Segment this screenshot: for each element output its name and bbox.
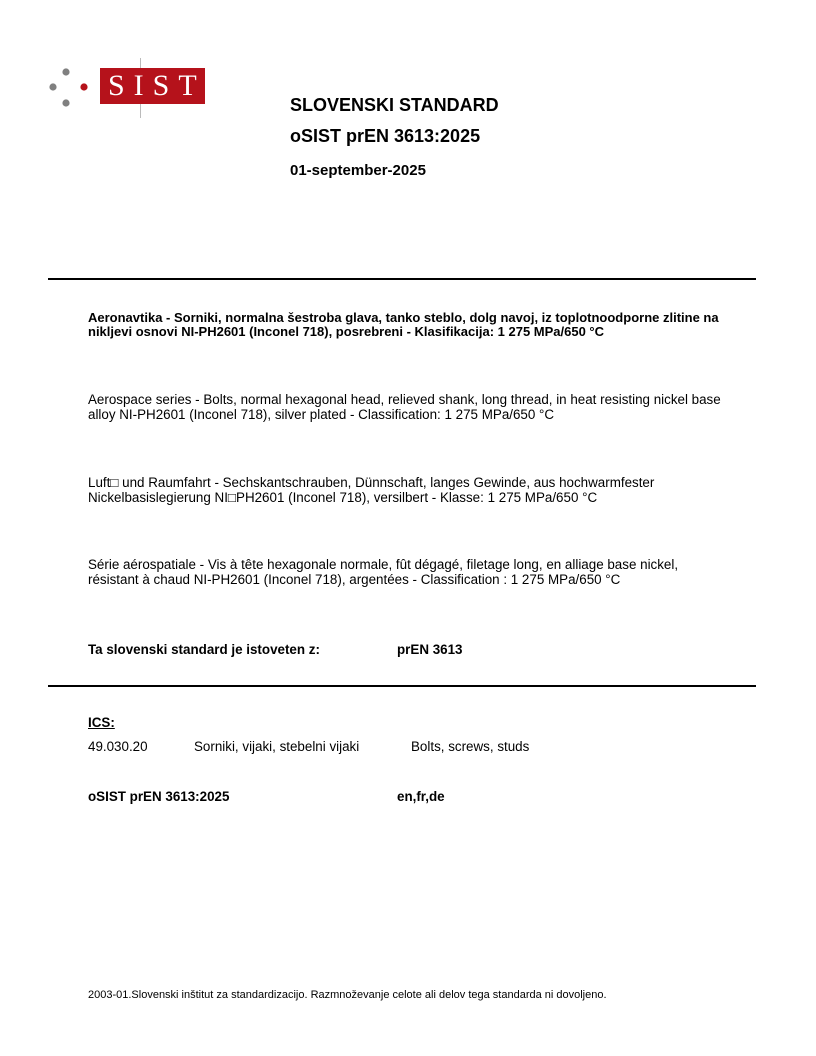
document-languages: en,fr,de <box>397 789 445 804</box>
copyright-footer: 2003-01.Slovenski inštitut za standardizacijo. Razmnoževanje celote ali delov tega standarda ni dovoljeno. <box>88 989 607 1001</box>
title-german: Luft□ und Raumfahrt - Sechskantschrauben, Dünnschaft, langes Gewinde, aus hochwarmfester Nickelbasislegierung NI□PH2601 (Inconel 718), versilbert - Klasse: 1 275 MPa/650 °C <box>88 475 655 505</box>
standard-number: oSIST prEN 3613:2025 <box>290 126 481 146</box>
document-code: oSIST prEN 3613:2025 <box>88 789 230 804</box>
middle-divider <box>48 685 756 687</box>
ics-code: 49.030.20 <box>88 739 148 754</box>
identical-value: prEN 3613 <box>397 642 463 657</box>
sist-logo-dots <box>44 66 90 110</box>
publication-date: 01-september-2025 <box>290 162 426 179</box>
top-divider <box>48 278 756 280</box>
identical-label: Ta slovenski standard je istoveten z: <box>88 642 320 657</box>
ics-description-en: Bolts, screws, studs <box>411 739 530 754</box>
standard-heading: SLOVENSKI STANDARD <box>290 95 499 115</box>
title-english: Aerospace series - Bolts, normal hexagonal head, relieved shank, long thread, in heat resisting nickel base alloy NI-PH2601 (Inconel 718), silver plated - Classification: 1 275 MPa/650 °C <box>88 392 721 422</box>
ics-heading: ICS: <box>88 715 115 730</box>
title-french: Série aérospatiale - Vis à tête hexagonale normale, fût dégagé, filetage long, en alliage base nickel, résistant à chaud NI-PH2601 (Inconel 718), argentées - Classification : 1 275 MPa/650 °C <box>88 557 679 587</box>
ics-description-sl: Sorniki, vijaki, stebelni vijaki <box>194 739 360 754</box>
title-slovenian: Aeronavtika - Sorniki, normalna šestroba glava, tanko steblo, dolg navoj, iz toplotnoodporne zlitine na nikljevi osnovi NI-PH2601 (Inconel 718), posrebreni - Klasifikacija: 1 275 MPa/650 °C <box>88 310 719 339</box>
sist-logo: SIST <box>100 68 205 104</box>
